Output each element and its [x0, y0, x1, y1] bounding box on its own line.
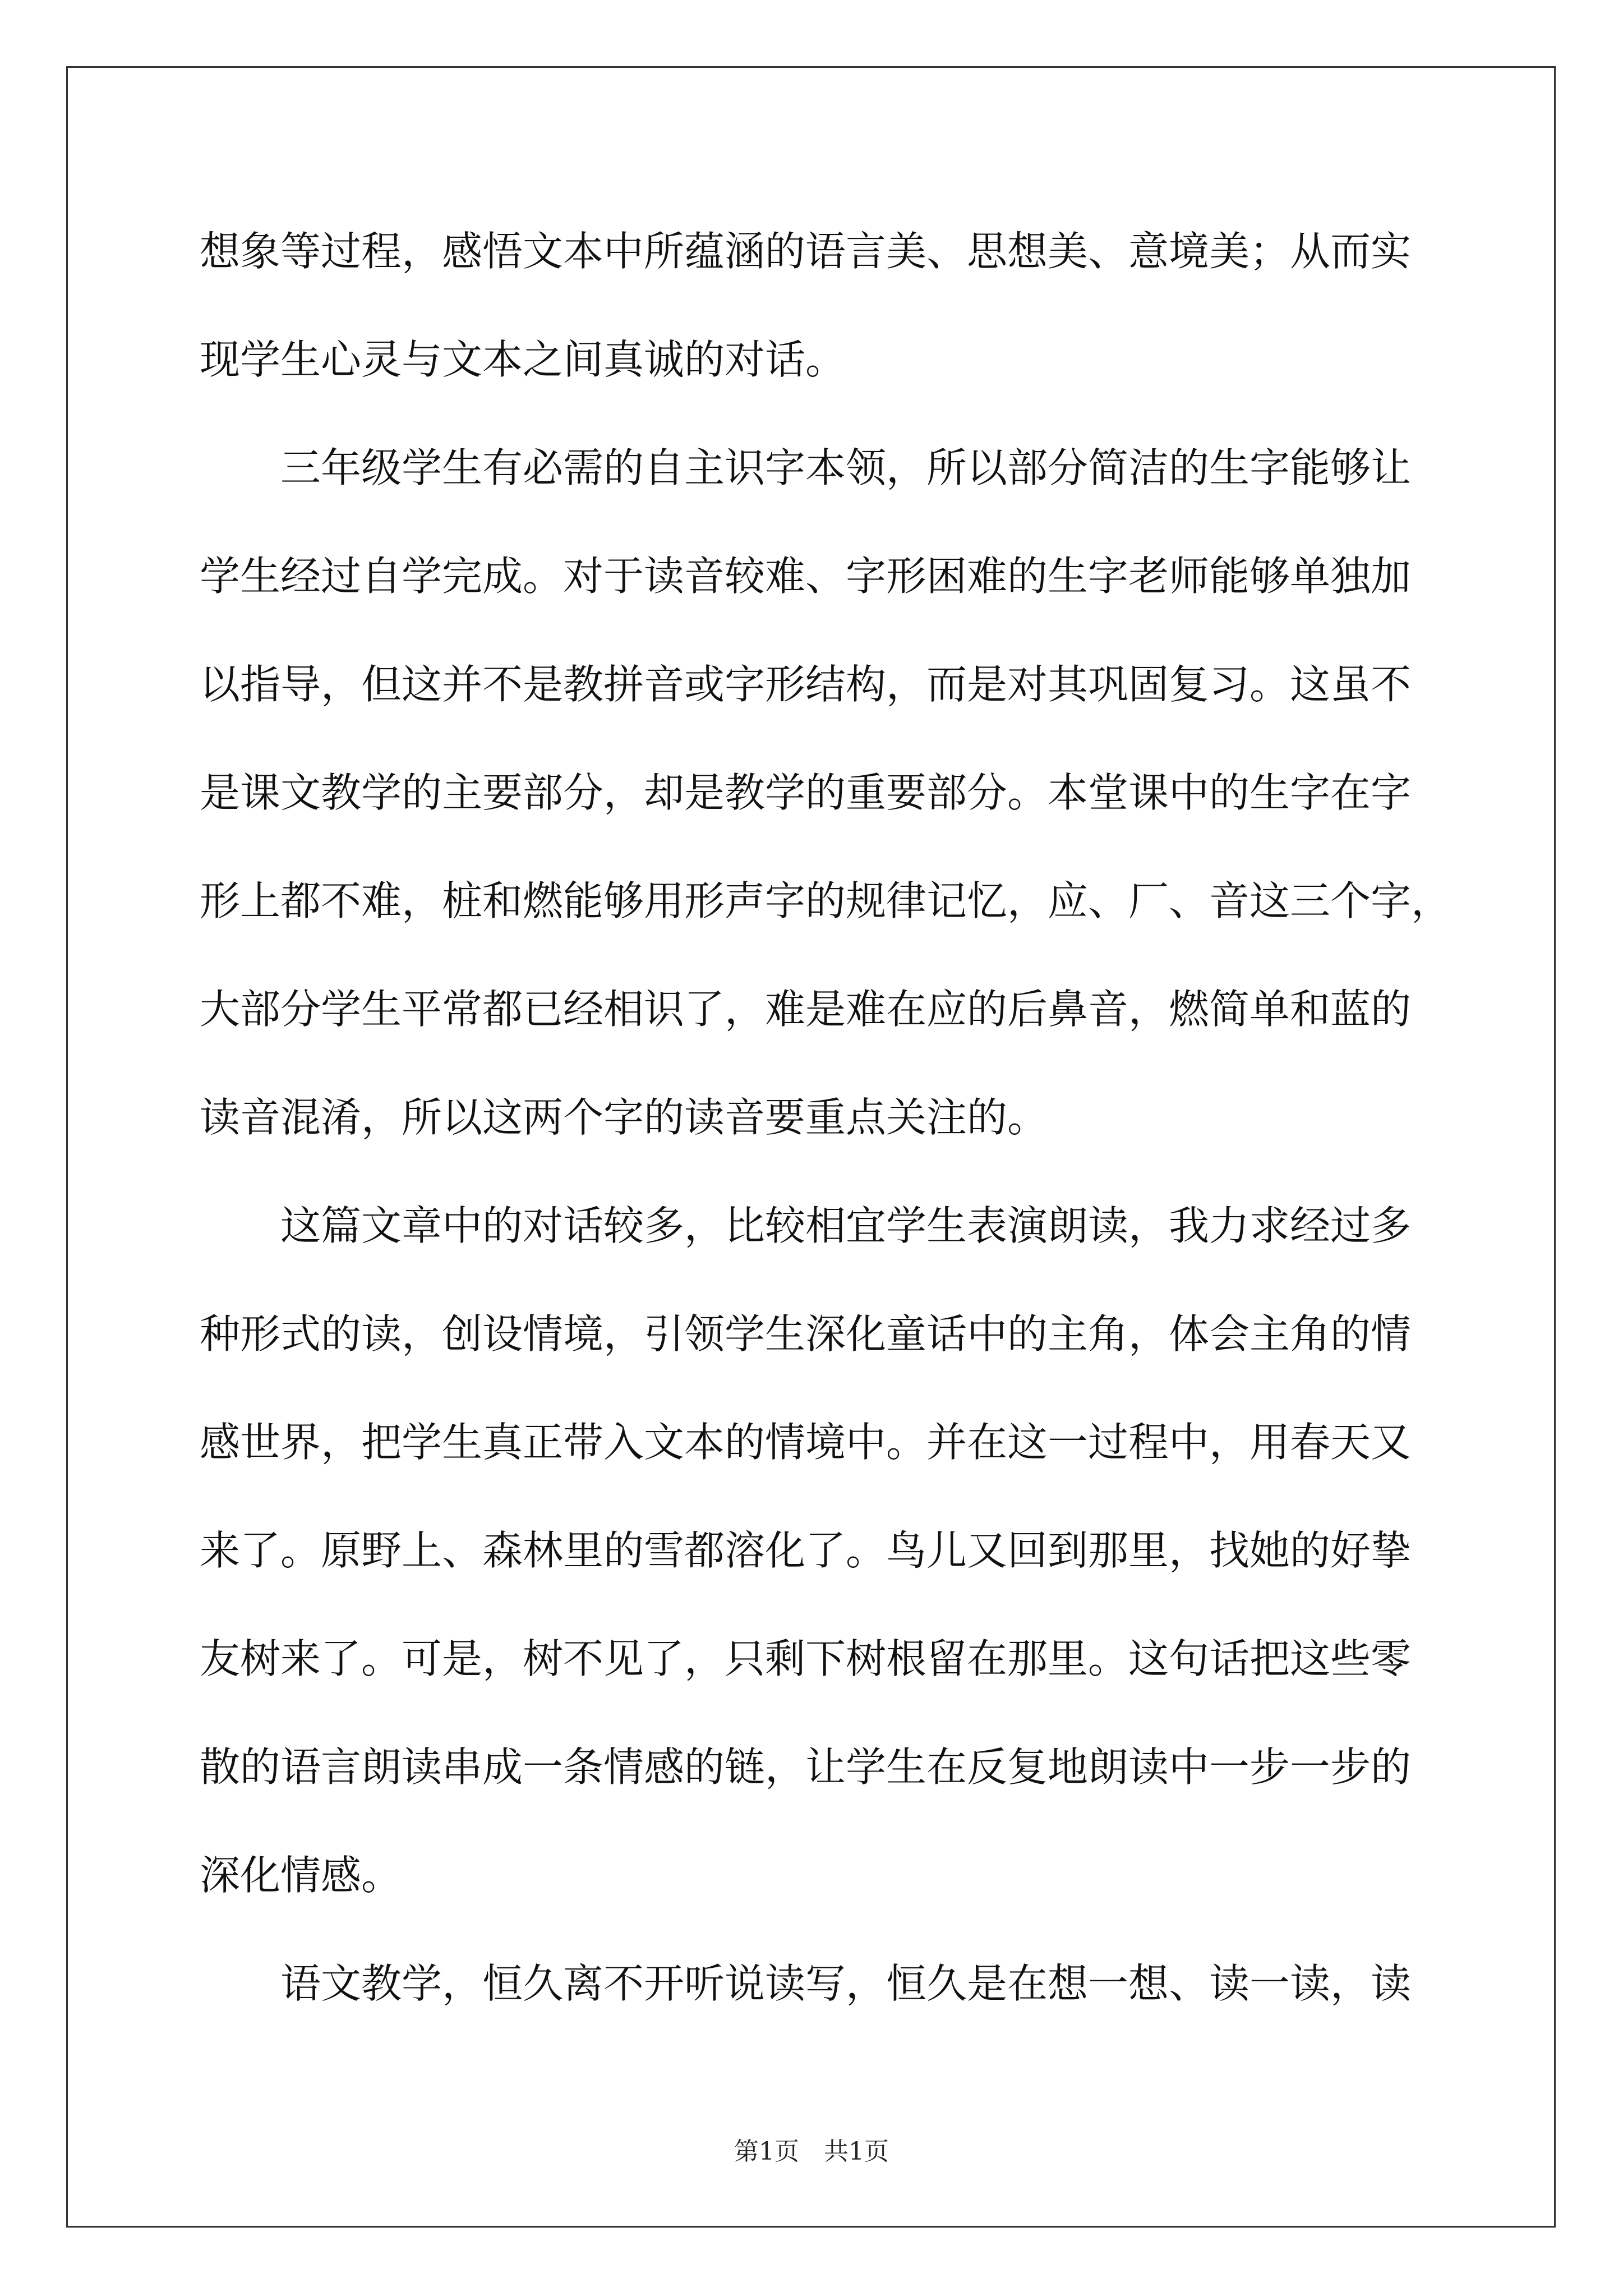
text-line: 想象等过程，感悟文本中所蕴涵的语言美、思想美、意境美；从而实 [200, 228, 1412, 275]
text-line: 深化情感。 [200, 1852, 402, 1899]
text-line: 这篇文章中的对话较多，比较相宜学生表演朗读，我力求经过多 [200, 1202, 1412, 1249]
text-line: 现学生心灵与文本之间真诚的对话。 [200, 336, 846, 383]
text-line: 语文教学，恒久离不开听说读写，恒久是在想一想、读一读，读 [200, 1960, 1412, 2007]
text-line: 三年级学生有必需的自主识字本领，所以部分简洁的生字能够让 [200, 444, 1412, 491]
text-line: 是课文教学的主要部分，却是教学的重要部分。本堂课中的生字在字 [200, 769, 1412, 816]
text-line: 形上都不难，桩和燃能够用形声字的规律记忆，应、厂、音这三个字， [200, 877, 1452, 924]
text-line: 大部分学生平常都已经相识了，难是难在应的后鼻音，燃简单和蓝的 [200, 986, 1412, 1033]
text-line: 感世界，把学生真正带入文本的情境中。并在这一过程中，用春天又 [200, 1419, 1412, 1466]
document-body [200, 212, 1452, 2053]
page-footer: 第1页 共1页 [734, 2137, 889, 2166]
text-line: 种形式的读，创设情境，引领学生深化童话中的主角，体会主角的情 [200, 1310, 1412, 1358]
text-line: 以指导，但这并不是教拼音或字形结构，而是对其巩固复习。这虽不 [200, 661, 1412, 708]
text-line: 友树来了。可是，树不见了，只剩下树根留在那里。这句话把这些零 [200, 1635, 1412, 1682]
text-line: 散的语言朗读串成一条情感的链，让学生在反复地朗读中一步一步的 [200, 1743, 1412, 1791]
text-line: 来了。原野上、森林里的雪都溶化了。鸟儿又回到那里，找她的好挚 [200, 1527, 1412, 1574]
text-line: 学生经过自学完成。对于读音较难、字形困难的生字老师能够单独加 [200, 553, 1412, 600]
text-line: 读音混淆，所以这两个字的读音要重点关注的。 [200, 1094, 1048, 1141]
